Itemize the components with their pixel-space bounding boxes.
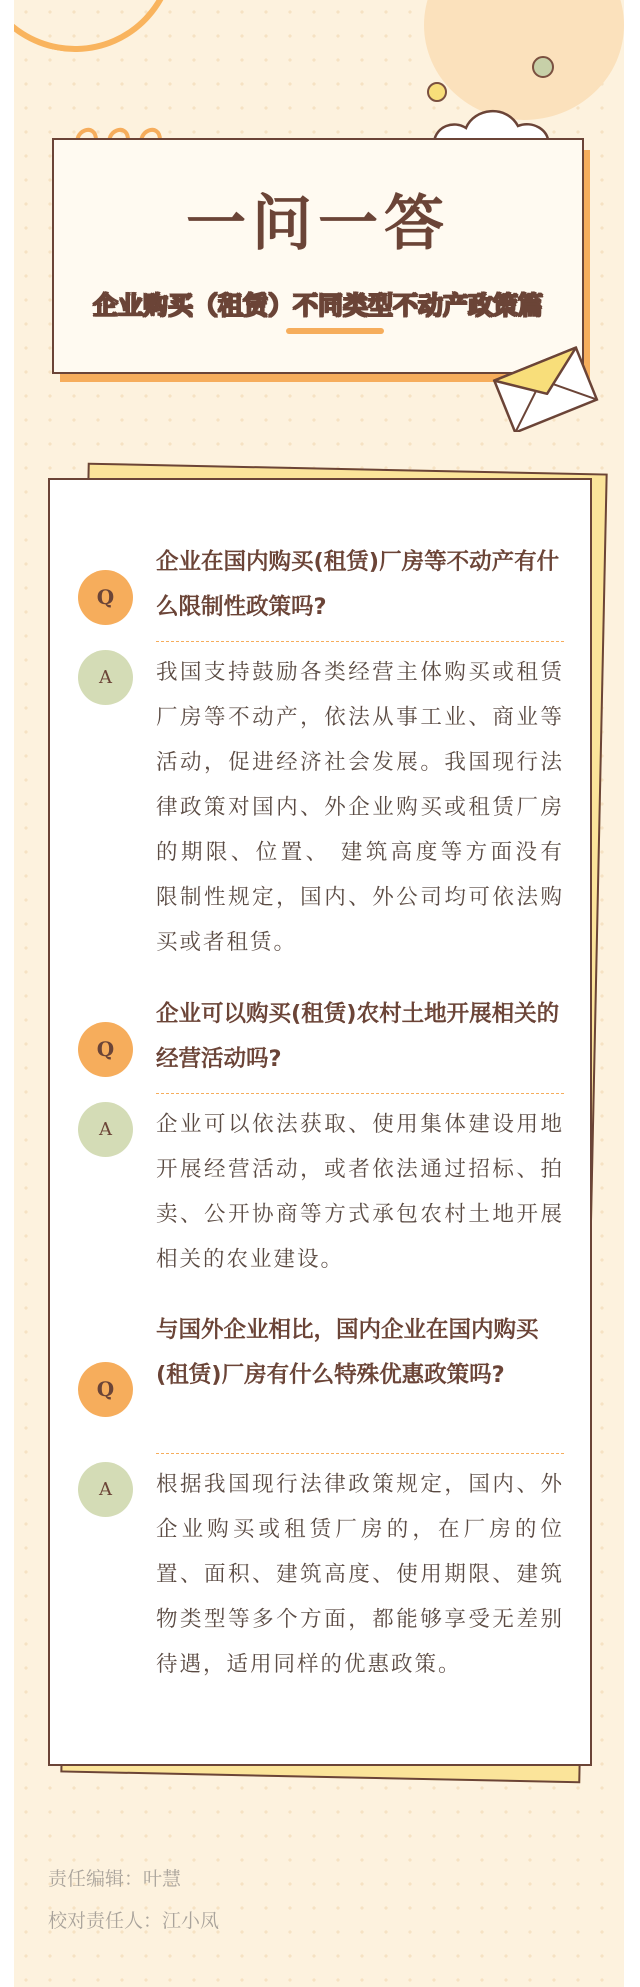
title-box	[52, 138, 584, 374]
qa-divider	[156, 1453, 564, 1454]
page-subtitle: 企业购买（租赁）不同类型不动产政策篇	[92, 291, 543, 320]
question-badge: Q	[78, 570, 133, 625]
qa-card	[48, 478, 592, 1766]
question-text: 企业可以购买(租赁)农村土地开展相关的经营活动吗?	[156, 1001, 560, 1072]
answer-text: 根据我国现行法律政策规定，国内、外企业购买或租赁厂房的，在厂房的位置、面积、建筑高度、使用期限、建筑物类型等多个方面，都能够享受无差别待遇，适用同样的优惠政策。	[156, 1472, 564, 1677]
answer-badge: A	[78, 650, 133, 705]
arc-decoration	[14, 0, 192, 68]
green-dot-decoration	[532, 56, 554, 78]
title-underline	[286, 328, 384, 334]
page-title: 一问一答	[186, 189, 450, 259]
answer-text: 我国支持鼓励各类经营主体购买或租赁厂房等不动产，依法从事工业、商业等活动，促进经济社会发展。我国现行法律政策对国内、外企业购买或租赁厂房的期限、位置、 建筑高度等方面没有限制性规定，国内、外公司均可依法购买或者租赁。	[156, 660, 564, 955]
yellow-dot-decoration	[427, 82, 447, 102]
answer-badge: A	[78, 1102, 133, 1157]
answer-badge: A	[78, 1462, 133, 1517]
question-badge: Q	[78, 1362, 133, 1417]
question-text: 企业在国内购买(租赁)厂房等不动产有什么限制性政策吗?	[156, 549, 560, 620]
qa-divider	[156, 641, 564, 642]
envelope-icon	[490, 340, 600, 432]
question-text: 与国外企业相比，国内企业在国内购买(租赁)厂房有什么特殊优惠政策吗?	[156, 1317, 539, 1388]
qa-divider	[156, 1093, 564, 1094]
question-badge: Q	[78, 1022, 133, 1077]
footer-proofreader: 校对责任人：江小凤	[48, 1910, 220, 1932]
footer-editor: 责任编辑：叶慧	[48, 1868, 182, 1890]
answer-text: 企业可以依法获取、使用集体建设用地开展经营活动，或者依法通过招标、拍卖、公开协商等方式承包农村土地开展相关的农业建设。	[156, 1112, 564, 1272]
page-background	[14, 0, 624, 1987]
